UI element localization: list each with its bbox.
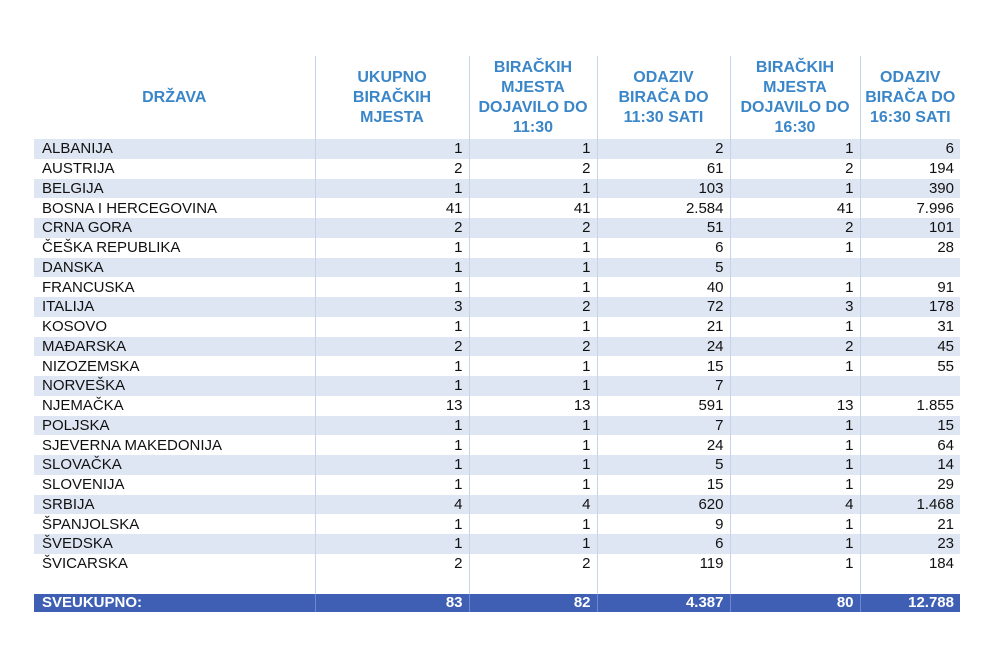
value-cell: 2 bbox=[469, 297, 597, 317]
value-cell: 2 bbox=[315, 337, 469, 357]
table-row bbox=[34, 514, 960, 534]
value-cell: 1 bbox=[315, 435, 469, 455]
value-cell: 7 bbox=[597, 416, 730, 436]
table-row bbox=[34, 416, 960, 436]
value-cell: 1 bbox=[315, 277, 469, 297]
value-cell: 13 bbox=[469, 396, 597, 416]
table-footer bbox=[34, 594, 960, 612]
table-row bbox=[34, 396, 960, 416]
total-row bbox=[34, 594, 960, 612]
country-cell: NIZOZEMSKA bbox=[34, 356, 315, 376]
value-cell: 40 bbox=[597, 277, 730, 297]
table-row bbox=[34, 495, 960, 515]
value-cell: 1 bbox=[469, 534, 597, 554]
value-cell: 29 bbox=[860, 475, 960, 495]
value-cell: 1 bbox=[315, 534, 469, 554]
value-cell: 15 bbox=[597, 475, 730, 495]
value-cell: 1 bbox=[315, 238, 469, 258]
spacer-cell bbox=[597, 574, 730, 594]
table-row bbox=[34, 159, 960, 179]
value-cell: 2 bbox=[469, 159, 597, 179]
header-turnout-1130: ODAZIV BIRAČA DO 11:30 SATI bbox=[597, 56, 730, 139]
value-cell: 119 bbox=[597, 554, 730, 574]
value-cell: 45 bbox=[860, 337, 960, 357]
value-cell: 15 bbox=[860, 416, 960, 436]
total-cell: 12.788 bbox=[860, 594, 960, 612]
table-row bbox=[34, 337, 960, 357]
country-cell: BOSNA I HERCEGOVINA bbox=[34, 198, 315, 218]
country-cell: SLOVENIJA bbox=[34, 475, 315, 495]
value-cell: 6 bbox=[597, 238, 730, 258]
table-body bbox=[34, 139, 960, 594]
value-cell: 64 bbox=[860, 435, 960, 455]
value-cell: 41 bbox=[315, 198, 469, 218]
country-cell: DANSKA bbox=[34, 258, 315, 278]
country-cell: FRANCUSKA bbox=[34, 277, 315, 297]
value-cell: 23 bbox=[860, 534, 960, 554]
value-cell: 1 bbox=[730, 514, 860, 534]
total-cell: 83 bbox=[315, 594, 469, 612]
value-cell: 2 bbox=[315, 554, 469, 574]
value-cell: 2 bbox=[469, 554, 597, 574]
value-cell: 1 bbox=[469, 376, 597, 396]
table-row bbox=[34, 376, 960, 396]
country-cell: ALBANIJA bbox=[34, 139, 315, 159]
country-cell: MAĐARSKA bbox=[34, 337, 315, 357]
value-cell bbox=[860, 258, 960, 278]
table-row bbox=[34, 435, 960, 455]
total-cell: 4.387 bbox=[597, 594, 730, 612]
value-cell: 2 bbox=[730, 159, 860, 179]
total-cell: 82 bbox=[469, 594, 597, 612]
spacer-row bbox=[34, 574, 960, 594]
table-row bbox=[34, 218, 960, 238]
value-cell: 1 bbox=[730, 179, 860, 199]
value-cell: 51 bbox=[597, 218, 730, 238]
value-cell: 2.584 bbox=[597, 198, 730, 218]
value-cell: 2 bbox=[469, 218, 597, 238]
value-cell: 194 bbox=[860, 159, 960, 179]
value-cell: 41 bbox=[469, 198, 597, 218]
value-cell: 24 bbox=[597, 435, 730, 455]
value-cell: 2 bbox=[315, 159, 469, 179]
spacer-cell bbox=[860, 574, 960, 594]
value-cell: 1 bbox=[730, 277, 860, 297]
table-row bbox=[34, 317, 960, 337]
header-turnout-1630: ODAZIV BIRAČA DO 16:30 SATI bbox=[860, 56, 960, 139]
value-cell: 1 bbox=[730, 554, 860, 574]
value-cell: 6 bbox=[597, 534, 730, 554]
value-cell: 1 bbox=[315, 514, 469, 534]
country-cell: CRNA GORA bbox=[34, 218, 315, 238]
value-cell: 1 bbox=[469, 238, 597, 258]
value-cell: 1 bbox=[469, 514, 597, 534]
value-cell: 2 bbox=[469, 337, 597, 357]
table-row bbox=[34, 198, 960, 218]
table-row bbox=[34, 179, 960, 199]
value-cell: 14 bbox=[860, 455, 960, 475]
value-cell: 5 bbox=[597, 258, 730, 278]
value-cell: 184 bbox=[860, 554, 960, 574]
turnout-table bbox=[34, 56, 960, 612]
value-cell: 1 bbox=[315, 258, 469, 278]
total-cell: 80 bbox=[730, 594, 860, 612]
value-cell: 1 bbox=[469, 416, 597, 436]
country-cell: SRBIJA bbox=[34, 495, 315, 515]
table-row bbox=[34, 277, 960, 297]
value-cell: 7 bbox=[597, 376, 730, 396]
value-cell: 31 bbox=[860, 317, 960, 337]
value-cell: 3 bbox=[730, 297, 860, 317]
value-cell: 3 bbox=[315, 297, 469, 317]
value-cell: 1 bbox=[469, 455, 597, 475]
table-row bbox=[34, 455, 960, 475]
value-cell: 178 bbox=[860, 297, 960, 317]
table-row bbox=[34, 356, 960, 376]
spacer-cell bbox=[730, 574, 860, 594]
value-cell: 1 bbox=[469, 258, 597, 278]
value-cell: 4 bbox=[315, 495, 469, 515]
value-cell: 91 bbox=[860, 277, 960, 297]
total-label: SVEUKUPNO: bbox=[34, 594, 315, 612]
value-cell: 1 bbox=[469, 475, 597, 495]
value-cell: 4 bbox=[730, 495, 860, 515]
value-cell: 5 bbox=[597, 455, 730, 475]
value-cell: 1.468 bbox=[860, 495, 960, 515]
value-cell: 1 bbox=[315, 317, 469, 337]
value-cell: 1 bbox=[469, 277, 597, 297]
table-row bbox=[34, 238, 960, 258]
value-cell: 55 bbox=[860, 356, 960, 376]
value-cell: 21 bbox=[597, 317, 730, 337]
spacer-cell bbox=[469, 574, 597, 594]
value-cell: 620 bbox=[597, 495, 730, 515]
country-cell: ŠPANJOLSKA bbox=[34, 514, 315, 534]
country-cell: NORVEŠKA bbox=[34, 376, 315, 396]
header-reported-1130: BIRAČKIH MJESTA DOJAVILO DO 11:30 bbox=[469, 56, 597, 139]
country-cell: BELGIJA bbox=[34, 179, 315, 199]
value-cell: 390 bbox=[860, 179, 960, 199]
value-cell: 4 bbox=[469, 495, 597, 515]
value-cell: 7.996 bbox=[860, 198, 960, 218]
value-cell: 1 bbox=[730, 435, 860, 455]
value-cell: 1 bbox=[315, 139, 469, 159]
header-reported-1630: BIRAČKIH MJESTA DOJAVILO DO 16:30 bbox=[730, 56, 860, 139]
value-cell: 591 bbox=[597, 396, 730, 416]
value-cell: 28 bbox=[860, 238, 960, 258]
value-cell: 1 bbox=[315, 356, 469, 376]
value-cell: 1 bbox=[730, 356, 860, 376]
table-row bbox=[34, 297, 960, 317]
table-row bbox=[34, 534, 960, 554]
spacer-cell bbox=[315, 574, 469, 594]
country-cell: POLJSKA bbox=[34, 416, 315, 436]
turnout-table-container bbox=[34, 56, 960, 612]
value-cell: 1 bbox=[469, 179, 597, 199]
value-cell: 13 bbox=[730, 396, 860, 416]
value-cell: 1 bbox=[469, 317, 597, 337]
value-cell: 1 bbox=[315, 376, 469, 396]
value-cell: 24 bbox=[597, 337, 730, 357]
country-cell: ČEŠKA REPUBLIKA bbox=[34, 238, 315, 258]
table-row bbox=[34, 554, 960, 574]
country-cell: SLOVAČKA bbox=[34, 455, 315, 475]
value-cell: 1 bbox=[730, 534, 860, 554]
value-cell: 1 bbox=[315, 475, 469, 495]
value-cell: 1 bbox=[315, 179, 469, 199]
header-country: DRŽAVA bbox=[142, 88, 207, 106]
value-cell: 1 bbox=[315, 416, 469, 436]
country-cell: NJEMAČKA bbox=[34, 396, 315, 416]
value-cell: 101 bbox=[860, 218, 960, 238]
value-cell: 1 bbox=[730, 238, 860, 258]
table-row bbox=[34, 258, 960, 278]
value-cell: 1 bbox=[730, 416, 860, 436]
value-cell: 6 bbox=[860, 139, 960, 159]
table-row bbox=[34, 475, 960, 495]
country-cell: ITALIJA bbox=[34, 297, 315, 317]
spacer-cell bbox=[34, 574, 315, 594]
table-row bbox=[34, 139, 960, 159]
value-cell: 61 bbox=[597, 159, 730, 179]
country-cell: KOSOVO bbox=[34, 317, 315, 337]
value-cell: 1 bbox=[469, 435, 597, 455]
value-cell bbox=[730, 258, 860, 278]
value-cell: 72 bbox=[597, 297, 730, 317]
value-cell: 103 bbox=[597, 179, 730, 199]
value-cell: 1 bbox=[730, 455, 860, 475]
country-cell: SJEVERNA MAKEDONIJA bbox=[34, 435, 315, 455]
value-cell: 1 bbox=[730, 317, 860, 337]
value-cell: 2 bbox=[730, 337, 860, 357]
country-cell: AUSTRIJA bbox=[34, 159, 315, 179]
value-cell: 13 bbox=[315, 396, 469, 416]
value-cell: 1 bbox=[469, 139, 597, 159]
value-cell bbox=[730, 376, 860, 396]
value-cell: 1.855 bbox=[860, 396, 960, 416]
value-cell bbox=[860, 376, 960, 396]
value-cell: 2 bbox=[730, 218, 860, 238]
country-cell: ŠVEDSKA bbox=[34, 534, 315, 554]
value-cell: 21 bbox=[860, 514, 960, 534]
table-header bbox=[34, 56, 960, 139]
value-cell: 9 bbox=[597, 514, 730, 534]
value-cell: 15 bbox=[597, 356, 730, 376]
value-cell: 1 bbox=[469, 356, 597, 376]
country-cell: ŠVICARSKA bbox=[34, 554, 315, 574]
value-cell: 1 bbox=[730, 139, 860, 159]
value-cell: 1 bbox=[315, 455, 469, 475]
value-cell: 2 bbox=[315, 218, 469, 238]
value-cell: 2 bbox=[597, 139, 730, 159]
header-row bbox=[34, 56, 960, 139]
value-cell: 1 bbox=[730, 475, 860, 495]
value-cell: 41 bbox=[730, 198, 860, 218]
header-total-polling-stations: UKUPNO BIRAČKIH MJESTA bbox=[315, 56, 469, 139]
